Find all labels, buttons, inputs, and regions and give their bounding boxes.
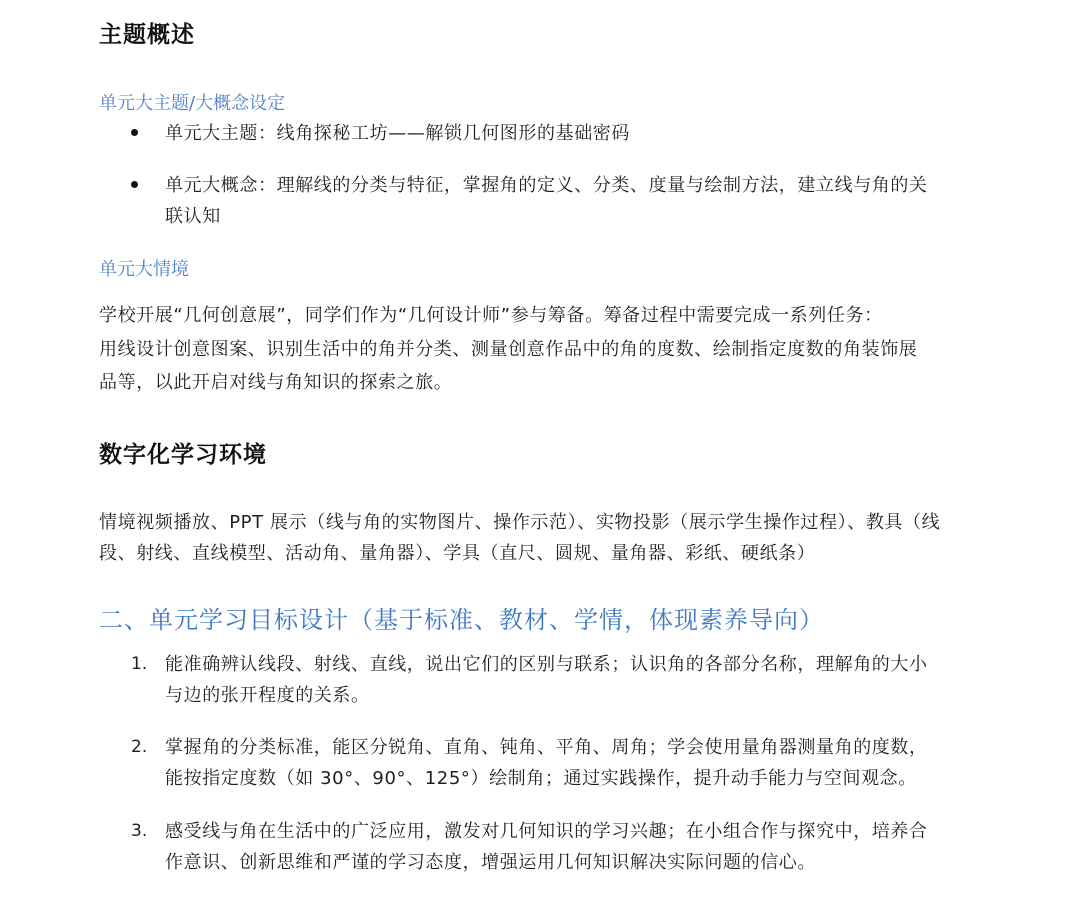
- goal-number: 1.: [131, 654, 148, 674]
- bullet-dot: [131, 129, 138, 136]
- goal-2-line1: 掌握角的分类标准，能区分锐角、直角、钝角、平角、周角；学会使用量角器测量角的度数，: [165, 737, 928, 758]
- goal-1-line1: 能准确辨认线段、射线、直线，说出它们的区别与联系；认识角的各部分名称，理解角的大小: [165, 654, 928, 675]
- goal-3-line1: 感受线与角在生活中的广泛应用，激发对几何知识的学习兴趣；在小组合作与探究中，培养合: [165, 821, 928, 842]
- digital-title: 数字化学习环境: [99, 442, 267, 468]
- goal-3-line2: 作意识、创新思维和严谨的学习态度，增强运用几何知识解决实际问题的信心。: [165, 852, 816, 873]
- goal-number: 3.: [131, 821, 148, 841]
- digital-line2: 段、射线、直线模型、活动角、量角器）、学具（直尺、圆规、量角器、彩纸、硬纸条）: [99, 543, 816, 564]
- digital-line1: 情境视频播放、PPT 展示（线与角的实物图片、操作示范）、实物投影（展示学生操作过程）、教具（线: [99, 512, 941, 533]
- situation-line2: 用线设计创意图案、识别生活中的角并分类、测量创意作品中的角的度数、绘制指定度数的角装饰展: [99, 339, 918, 360]
- overview-title: 主题概述: [99, 22, 195, 48]
- situation-heading: 单元大情境: [99, 259, 189, 280]
- goal-number: 2.: [131, 737, 148, 757]
- situation-line3: 品等，以此开启对线与角知识的探索之旅。: [99, 372, 453, 393]
- goal-1-line2: 与边的张开程度的关系。: [165, 685, 370, 706]
- situation-line1: 学校开展“几何创意展”，同学们作为“几何设计师”参与筹备。筹备过程中需要完成一系列任务：: [99, 305, 883, 326]
- bullet-text-concept-line1: 单元大概念：理解线的分类与特征，掌握角的定义、分类、度量与绘制方法，建立线与角的关: [165, 175, 928, 196]
- concept-heading: 单元大主题/大概念设定: [99, 93, 286, 114]
- goals-title: 二、单元学习目标设计（基于标准、教材、学情，体现素养导向）: [99, 606, 824, 634]
- bullet-text-concept-line2: 联认知: [165, 206, 221, 227]
- goal-2-line2: 能按指定度数（如 30°、90°、125°）绘制角；通过实践操作，提升动手能力与空间观念。: [165, 768, 917, 789]
- bullet-dot: [131, 181, 138, 188]
- bullet-text-theme: 单元大主题：线角探秘工坊——解锁几何图形的基础密码: [165, 123, 630, 144]
